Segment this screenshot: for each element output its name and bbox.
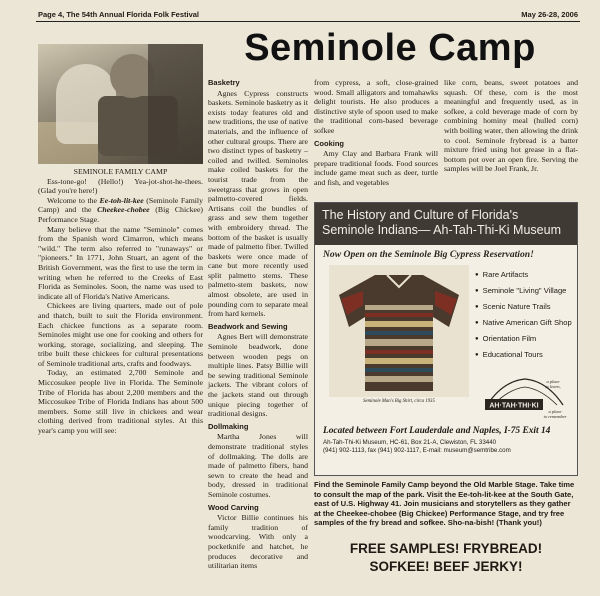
svg-text:a place: a place xyxy=(548,409,562,414)
woodcarving-continued: from cypress, a soft, close-grained wood. Small alligators and tomahawks delight tourists. He also produces a distinctive style of spoon used to make the traditional corn-based beverage sofkee xyxy=(314,78,438,135)
free-line-2: SOFKEE! BEEF JERKY! xyxy=(369,559,523,574)
feature-item: ● Orientation Film xyxy=(475,331,575,347)
header-rule xyxy=(36,21,580,22)
column-1 xyxy=(38,167,203,436)
dollmaking-text: Martha Jones will demonstrate traditional styles of dollmaking. The dolls are made of palmetto fibers, hand sewn to create the head and body, dressed in traditional Seminole costumes. xyxy=(208,432,308,499)
population-paragraph: Today, an estimated 2,700 Seminole and Miccosukee people live in Florida. The Seminole Tribe of Florida has about 2,200 members and the Miccosukee Tribe of Florida Indians has about 500 members. Some still live in chickees and wear clothing derived from traditional styles. At this year's camp you will see: xyxy=(38,368,203,436)
header-date: May 26-28, 2006 xyxy=(521,9,578,19)
heading-dollmaking: Dollmaking xyxy=(208,421,249,431)
feature-item: ● Native American Gift Shop xyxy=(475,315,575,331)
column-4 xyxy=(444,78,578,174)
heading-basketry: Basketry xyxy=(208,78,240,87)
greeting: Ess-tone-go! (Hello!) Yea-jot-shot-he-thees. (Glad you're here!) xyxy=(38,176,203,196)
cooking-text: Amy Clay and Barbara Frank will prepare traditional foods. Food sources include game meat such as deer, turtle and fish, and vegetables xyxy=(314,149,438,187)
ad-heading: The History and Culture of Florida's Seminole Indians— Ah-Tah-Thi-Ki Museum xyxy=(315,203,577,245)
seminole-jacket-image xyxy=(329,265,469,397)
page-title: Seminole Camp xyxy=(244,27,536,69)
free-samples-banner xyxy=(314,540,578,576)
museum-features-list xyxy=(475,267,575,363)
heading-woodcarving: Wood Carving xyxy=(208,502,259,512)
museum-address: Ah-Tah-Thi-Ki Museum, HC-61, Box 21-A, Clewiston, FL 33440 (941) 902-1113, fax (941) 902-1117, E-mail: museum@semtribe.com xyxy=(323,439,511,454)
cooking-continued: like corn, beans, sweet potatoes and squash. Of these, corn is the most meaningful and frequently used, as in sofkee, a cold beverage made of corn by combining hominy meal (hulled corn) with boiling water, then allowing the drink to cool. Seminole frybread is a batter mixture fried using hot grease in a flat-bottom pot over an open fire. Serving the samples will be Joel Frank, Jr. xyxy=(444,78,578,174)
heading-beadwork: Beadwork and Sewing xyxy=(208,321,288,331)
svg-text:AH·TAH·THI·KI: AH·TAH·THI·KI xyxy=(489,402,539,410)
beadwork-text: Agnes Bert will demonstrate Seminole beadwork, done between wooden pegs on multiple lines. Patsy Billie will be sewing traditional Seminole jackets. The vibrant colors of the jackets stand out through unique piecing together of traditional designs. xyxy=(208,332,308,419)
museum-advertisement xyxy=(314,202,578,476)
welcome-paragraph: Welcome to the Ee-toh-lit-kee (Seminole Family Camp) and the Cheekee-chobee (Big Chickee) Performance Stage. xyxy=(38,195,204,224)
name-origin-paragraph: Many believe that the name "Seminole" comes from the Spanish word Cimarron, which means "wild." The term also referred to "runaways" or "pioneers." In 1771, John Stuart, an agent of the British Government, was the first to use the term in writing when he referred to the Creeks of East Florida as Seminoles. Soon, the name was used to indicate all of Florida's Native Americans. xyxy=(38,224,203,301)
feature-item: ● Rare Artifacts xyxy=(475,267,575,283)
camp-photo xyxy=(38,44,203,164)
heading-cooking: Cooking xyxy=(314,138,344,148)
chickees-paragraph: Chickees are living quarters, made out of pole and thatch, built to suit the Florida environment. Each chickee functions as a separate room. Seminoles might use one for cooking and others for working, storage, socializing, and sleeping. The tribe built these chickees for cultural presentations of Seminole traditional arts, crafts and foodways. xyxy=(38,301,203,368)
header-left: Page 4, The 54th Annual Florida Folk Festival xyxy=(38,9,200,19)
jacket-caption: Seminole Man's Big Shirt, circa 1935 xyxy=(363,399,435,404)
column-3 xyxy=(314,78,438,188)
photo-caption: SEMINOLE FAMILY CAMP xyxy=(73,167,168,176)
woodcarving-text: Victor Billie continues his family tradition of woodcarving. With only a pocketknife and hatchet, he produces decorative and utilitarian items xyxy=(208,513,308,571)
column-2 xyxy=(208,78,308,571)
directions-text: Find the Seminole Family Camp beyond the Old Marble Stage. Take time to consult the map of the park. Visit the Ee-toh-lit-kee at the South Gate, east of U.S. Highway 41. Join musicians and storytellers as they gather at the Cheekee-chobee (Big Chickee) Performance Stage, and try free samples of the fry bread and sofkee. Sho-na-bish! (Thank you!) xyxy=(314,480,575,528)
museum-location: Located between Fort Lauderdale and Naples, I-75 Exit 14 xyxy=(323,426,551,436)
svg-text:a place: a place xyxy=(546,379,560,384)
svg-text:to remember: to remember xyxy=(543,414,567,419)
page-header xyxy=(38,8,578,20)
svg-text:to learn,: to learn, xyxy=(545,384,561,389)
feature-item: ● Educational Tours xyxy=(475,347,575,363)
museum-logo xyxy=(483,375,567,419)
free-line-1: FREE SAMPLES! FRYBREAD! xyxy=(349,541,543,556)
ad-subheading: Now Open on the Seminole Big Cypress Reservation! xyxy=(323,249,534,260)
basketry-text: Agnes Cypress constructs baskets. Seminole basketry as it exists today features old and new traditions, the use of native materials, and the influence of other cultural groups. There are two distinct types of basketry – coiled and twilled. Seminoles make coiled baskets for the tourist trade from the sweetgrass that grows in open palmetto-covered fields. Artisans coil the bundles of grass and sew them together with embroidery thread. The bottom of the basket is usually made of palmetto fiber. Twilled baskets were once made of cane but more recently used split palmetto stems. These palmetto-stem baskets, now almost obsolete, are used in pounding corn to separate meal from hard kernels. xyxy=(208,88,308,319)
feature-item: ● Seminole "Living" Village xyxy=(475,283,575,299)
feature-item: ● Scenic Nature Trails xyxy=(475,299,575,315)
